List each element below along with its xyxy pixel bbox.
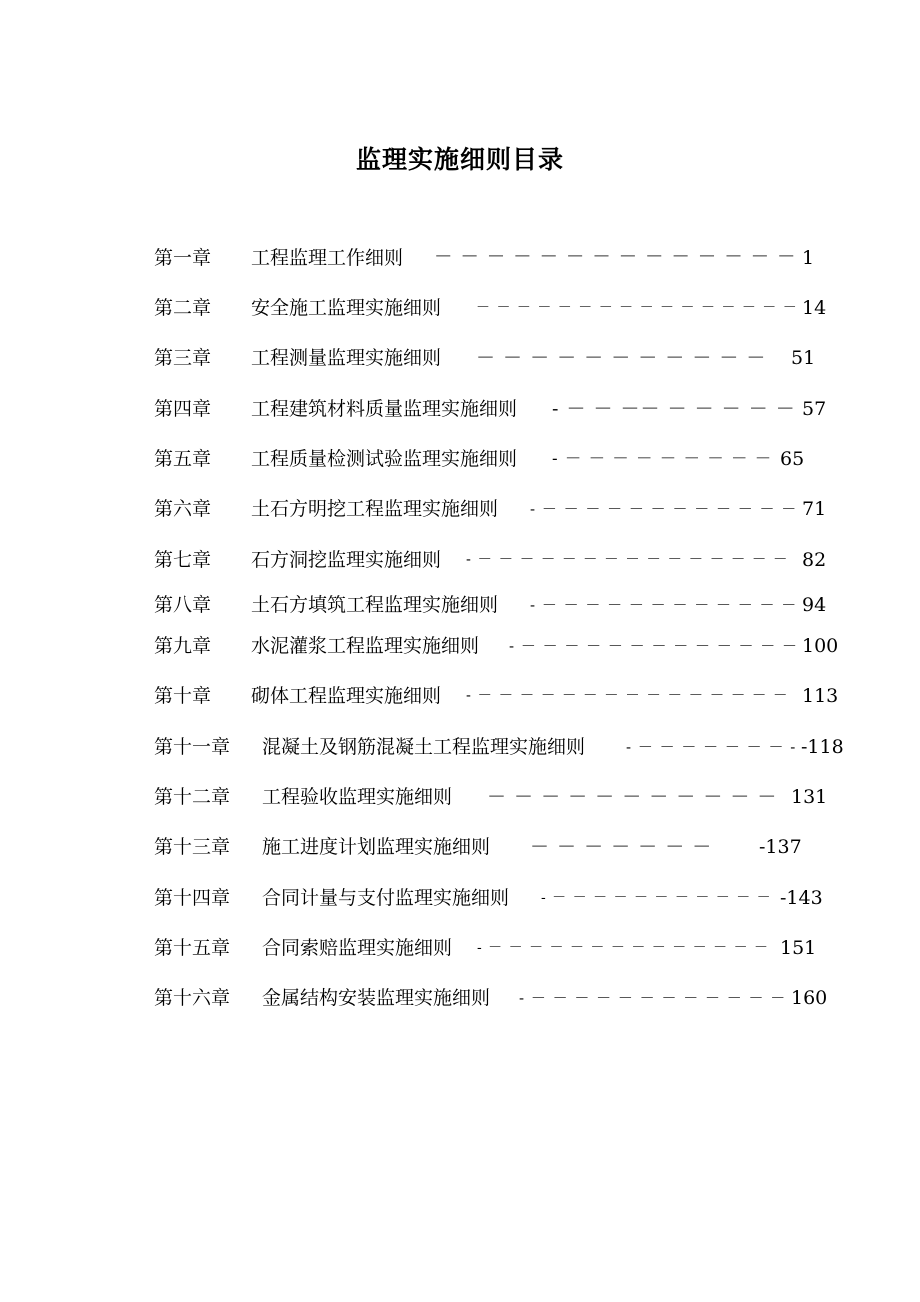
toc-chapter-title: 金属结构安装监理实施细则	[262, 987, 491, 1009]
toc-chapter-title: 合同计量与支付监理实施细则	[262, 887, 510, 909]
toc-chapter-number: 第七章	[154, 549, 212, 571]
toc-row	[0, 833, 920, 861]
toc-dot-leader: - － － － － － － － － － － － －	[530, 500, 798, 518]
toc-chapter-title: 土石方填筑工程监理实施细则	[251, 594, 499, 616]
toc-chapter-number: 第十三章	[154, 836, 231, 858]
toc-page-number: -143	[780, 887, 823, 909]
toc-page-number: 1	[802, 247, 815, 269]
toc-page-number: 113	[802, 685, 839, 707]
toc-chapter-title: 安全施工监理实施细则	[251, 297, 442, 319]
toc-row	[0, 632, 920, 660]
toc-page-number: 151	[780, 937, 817, 959]
toc-chapter-number: 第六章	[154, 498, 212, 520]
toc-dot-leader: － － － － － － － － － － － － － － － －	[476, 300, 798, 316]
toc-page-number: 65	[780, 448, 805, 470]
toc-dot-leader: - － － － － － － － － － － － － －	[509, 637, 799, 655]
toc-row	[0, 682, 920, 710]
toc-chapter-number: 第八章	[154, 594, 212, 616]
toc-dot-leader: - － － － － － － － － － － － － － － －	[466, 688, 789, 704]
toc-row	[0, 344, 920, 372]
toc-row	[0, 395, 920, 423]
toc-chapter-title: 工程质量检测试验监理实施细则	[251, 448, 518, 470]
toc-chapter-number: 第十四章	[154, 887, 231, 909]
toc-page-number: 71	[802, 498, 827, 520]
toc-dot-leader: - － － － － － － － － － － －	[541, 890, 772, 906]
toc-chapter-number: 第四章	[154, 398, 212, 420]
toc-chapter-title: 土石方明挖工程监理实施细则	[251, 498, 499, 520]
toc-page-number: -118	[801, 736, 844, 758]
toc-page-number: 57	[802, 398, 827, 420]
toc-page-number: 51	[791, 347, 816, 369]
toc-page-number: 100	[802, 635, 839, 657]
toc-chapter-title: 施工进度计划监理实施细则	[262, 836, 491, 858]
toc-chapter-number: 第十五章	[154, 937, 231, 959]
toc-row	[0, 783, 920, 811]
toc-dot-leader: - － － － － － － － － － － － －	[530, 596, 798, 614]
toc-dot-leader: － － － － － － －	[530, 836, 713, 858]
toc-dot-leader: - － － － － － － － － － － － － － －	[477, 940, 770, 956]
toc-row	[0, 884, 920, 912]
toc-dot-leader: - － － － － － － － -	[626, 738, 797, 756]
document-title: 监理实施细则目录	[355, 145, 564, 174]
toc-row	[0, 244, 920, 272]
toc-chapter-number: 第十一章	[154, 736, 231, 758]
toc-dot-leader: － － － － － － － － － － － － － －	[434, 247, 797, 268]
toc-dot-leader: - － － － － － － － － － － － －	[519, 989, 787, 1007]
toc-dot-leader: － － － － － － － － － － －	[487, 786, 778, 808]
toc-dot-leader: - － － －－ － － － － －	[552, 398, 796, 420]
toc-row	[0, 546, 920, 574]
toc-page-number: 131	[791, 786, 828, 808]
toc-chapter-number: 第一章	[154, 247, 212, 269]
toc-chapter-number: 第九章	[154, 635, 212, 657]
toc-page-number: 82	[802, 549, 827, 571]
toc-chapter-number: 第三章	[154, 347, 212, 369]
toc-page-number: 94	[802, 594, 827, 616]
toc-row	[0, 294, 920, 322]
toc-page-number: 14	[802, 297, 827, 319]
toc-chapter-title: 工程建筑材料质量监理实施细则	[251, 398, 518, 420]
toc-chapter-title: 工程测量监理实施细则	[251, 347, 442, 369]
toc-chapter-number: 第十六章	[154, 987, 231, 1009]
toc-chapter-title: 水泥灌浆工程监理实施细则	[251, 635, 480, 657]
toc-chapter-title: 工程验收监理实施细则	[262, 786, 453, 808]
toc-chapter-title: 石方洞挖监理实施细则	[251, 549, 442, 571]
toc-row	[0, 984, 920, 1012]
toc-row	[0, 495, 920, 523]
toc-chapter-number: 第十二章	[154, 786, 231, 808]
toc-page-number: 160	[791, 987, 828, 1009]
toc-chapter-title: 混凝土及钢筋混凝土工程监理实施细则	[262, 736, 586, 758]
toc-row	[0, 591, 920, 619]
toc-dot-leader: － － － － － － － － － － －	[476, 347, 767, 369]
toc-dot-leader: - － － － － － － － － －	[552, 449, 773, 468]
toc-page-number: -137	[759, 836, 802, 858]
toc-row	[0, 934, 920, 962]
toc-chapter-title: 砌体工程监理实施细则	[251, 685, 442, 707]
toc-chapter-title: 工程监理工作细则	[251, 247, 404, 269]
toc-chapter-number: 第二章	[154, 297, 212, 319]
toc-chapter-number: 第十章	[154, 685, 212, 707]
toc-chapter-number: 第五章	[154, 448, 212, 470]
toc-row	[0, 733, 920, 761]
toc-row	[0, 445, 920, 473]
toc-dot-leader: - － － － － － － － － － － － － － － －	[466, 552, 789, 568]
toc-chapter-title: 合同索赔监理实施细则	[262, 937, 453, 959]
